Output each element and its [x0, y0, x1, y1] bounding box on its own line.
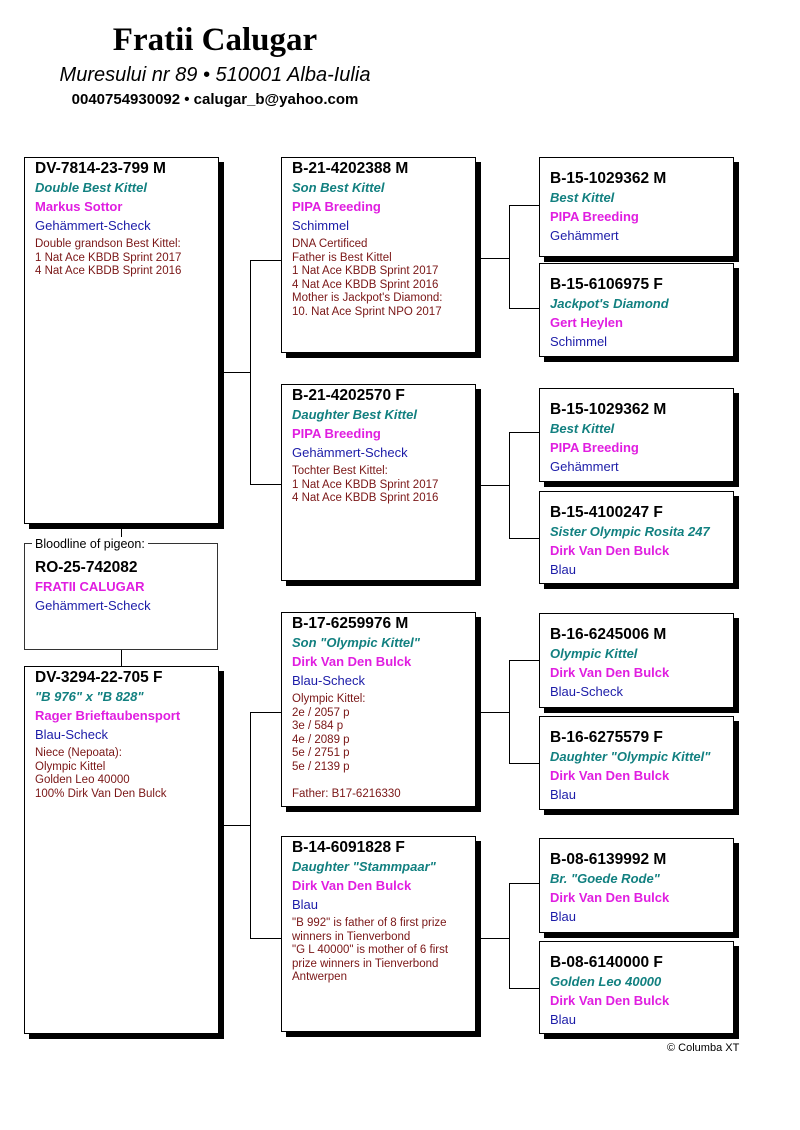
ring-number: B-21-4202570 F	[292, 387, 405, 404]
pigeon-name: Olympic Kittel	[550, 646, 638, 661]
connector-line	[250, 260, 251, 485]
pigeon-color: Gehämmert-Scheck	[35, 598, 151, 613]
breeder-contact: 0040754930092 • calugar_b@yahoo.com	[71, 91, 359, 108]
pigeon-name: "B 976" x "B 828"	[35, 689, 144, 704]
breeder-address: Muresului nr 89 • 510001 Alba-Iulia	[59, 64, 371, 86]
pigeon-name: Daughter "Olympic Kittel"	[550, 749, 711, 764]
ring-number: B-16-6275579 F	[550, 729, 663, 746]
breeder-name: PIPA Breeding	[292, 426, 381, 441]
connector-line	[250, 938, 281, 939]
pigeon-notes: Tochter Best Kittel: 1 Nat Ace KBDB Sprint 2017 4 Nat Ace KBDB Sprint 2016	[292, 465, 439, 504]
pigeon-color: Gehämmert-Scheck	[35, 218, 151, 233]
breeder-name: Gert Heylen	[550, 315, 623, 330]
pigeon-color: Gehämmert	[550, 228, 619, 243]
pigeon-notes: Double grandson Best Kittel: 1 Nat Ace KBDB Sprint 2017 4 Nat Ace KBDB Sprint 2016	[35, 238, 182, 277]
pigeon-name: Sister Olympic Rosita 247	[550, 524, 710, 539]
connector-line	[509, 660, 539, 661]
ring-number: B-08-6139992 M	[550, 851, 667, 868]
bloodline-label: Bloodline of pigeon:	[32, 537, 148, 551]
breeder-name: Dirk Van Den Bulck	[292, 654, 412, 669]
breeder-name: Dirk Van Den Bulck	[292, 878, 412, 893]
connector-line	[218, 372, 250, 373]
pigeon-notes: Olympic Kittel: 2e / 2057 p 3e / 584 p 4e / 2089 p 5e / 2751 p 5e / 2139 p Father: B17-6216330	[292, 693, 401, 800]
breeder-name: Dirk Van Den Bulck	[550, 993, 670, 1008]
breeder-name: Rager Brieftaubensport	[35, 708, 181, 723]
pigeon-color: Gehämmert	[550, 459, 619, 474]
connector-line	[509, 660, 510, 763]
connector-line	[509, 988, 539, 989]
pigeon-name: Double Best Kittel	[35, 180, 147, 195]
great-grandparent-box	[539, 388, 734, 482]
pigeon-color: Blau	[550, 1012, 577, 1027]
grandparent-box	[281, 612, 476, 807]
great-grandparent-box	[539, 716, 734, 810]
connector-line	[218, 825, 250, 826]
great-grandparent-box	[539, 157, 734, 257]
pigeon-color: Blau	[550, 909, 577, 924]
connector-line	[509, 432, 539, 433]
great-grandparent-box	[539, 941, 734, 1034]
great-grandparent-box	[539, 613, 734, 708]
connector-line	[509, 883, 539, 884]
ring-number: B-21-4202388 M	[292, 160, 409, 177]
connector-line	[121, 650, 122, 666]
pigeon-name: Daughter Best Kittel	[292, 407, 417, 422]
connector-line	[509, 538, 539, 539]
breeder-name: PIPA Breeding	[292, 199, 381, 214]
breeder-name: Dirk Van Den Bulck	[550, 890, 670, 905]
pigeon-name: Son Best Kittel	[292, 180, 385, 195]
breeder-name: Dirk Van Den Bulck	[550, 768, 670, 783]
pigeon-notes: DNA Certificed Father is Best Kittel 1 Nat Ace KBDB Sprint 2017 4 Nat Ace KBDB Sprint 2016 Mother is Jackpot's Diamond: 10. Nat Ace Sprint NPO 2017	[292, 238, 443, 318]
ring-number: RO-25-742082	[35, 559, 138, 576]
connector-line	[475, 258, 509, 259]
pigeon-name: Best Kittel	[550, 421, 615, 436]
ring-number: B-15-1029362 M	[550, 401, 667, 418]
pigeon-color: Schimmel	[292, 218, 350, 233]
ring-number: B-17-6259976 M	[292, 615, 409, 632]
pigeon-color: Blau-Scheck	[550, 684, 623, 699]
pigeon-color: Blau	[550, 787, 577, 802]
subject-pigeon-box	[24, 543, 218, 650]
great-grandparent-box	[539, 838, 734, 933]
pigeon-name: Jackpot's Diamond	[550, 296, 669, 311]
great-grandparent-box	[539, 263, 734, 357]
pigeon-name: Golden Leo 40000	[550, 974, 662, 989]
breeder-title: Fratii Calugar	[112, 22, 318, 58]
connector-line	[250, 712, 281, 713]
breeder-name: Dirk Van Den Bulck	[550, 543, 670, 558]
ring-number: B-08-6140000 F	[550, 954, 663, 971]
dam-box	[24, 666, 219, 1034]
grandparent-box	[281, 384, 476, 581]
copyright-footer: © Columba XT	[667, 1042, 740, 1054]
grandparent-box	[281, 836, 476, 1032]
pigeon-name: Br. "Goede Rode"	[550, 871, 660, 886]
pigeon-name: Son "Olympic Kittel"	[292, 635, 420, 650]
ring-number: B-15-6106975 F	[550, 276, 663, 293]
great-grandparent-box	[539, 491, 734, 584]
breeder-name: PIPA Breeding	[550, 440, 639, 455]
ring-number: DV-7814-23-799 M	[35, 160, 166, 177]
ring-number: B-14-6091828 F	[292, 839, 405, 856]
breeder-name: FRATII CALUGAR	[35, 579, 145, 594]
ring-number: B-16-6245006 M	[550, 626, 667, 643]
pigeon-notes: Niece (Nepoata): Olympic Kittel Golden Leo 40000 100% Dirk Van Den Bulck	[35, 747, 167, 800]
connector-line	[250, 712, 251, 939]
connector-line	[509, 205, 539, 206]
connector-line	[509, 432, 510, 538]
breeder-name: Dirk Van Den Bulck	[550, 665, 670, 680]
connector-line	[509, 883, 510, 988]
pigeon-name: Best Kittel	[550, 190, 615, 205]
connector-line	[475, 938, 509, 939]
connector-line	[475, 485, 509, 486]
ring-number: DV-3294-22-705 F	[35, 669, 163, 686]
connector-line	[250, 484, 281, 485]
grandparent-box	[281, 157, 476, 353]
pigeon-notes: "B 992" is father of 8 first prize winners in Tienverbond "G L 40000" is mother of 6 first prize winners in Tienverbond Antwerpen	[292, 917, 449, 983]
ring-number: B-15-4100247 F	[550, 504, 663, 521]
pigeon-color: Blau	[292, 897, 319, 912]
connector-line	[509, 308, 539, 309]
connector-line	[509, 205, 510, 308]
connector-line	[250, 260, 281, 261]
pigeon-color: Blau-Scheck	[35, 727, 108, 742]
ring-number: B-15-1029362 M	[550, 170, 667, 187]
connector-line	[509, 763, 539, 764]
breeder-name: Markus Sottor	[35, 199, 123, 214]
pigeon-color: Schimmel	[550, 334, 608, 349]
breeder-name: PIPA Breeding	[550, 209, 639, 224]
pigeon-name: Daughter "Stammpaar"	[292, 859, 436, 874]
pigeon-color: Gehämmert-Scheck	[292, 445, 408, 460]
pigeon-color: Blau-Scheck	[292, 673, 365, 688]
pigeon-color: Blau	[550, 562, 577, 577]
sire-box	[24, 157, 219, 524]
connector-line	[475, 712, 509, 713]
